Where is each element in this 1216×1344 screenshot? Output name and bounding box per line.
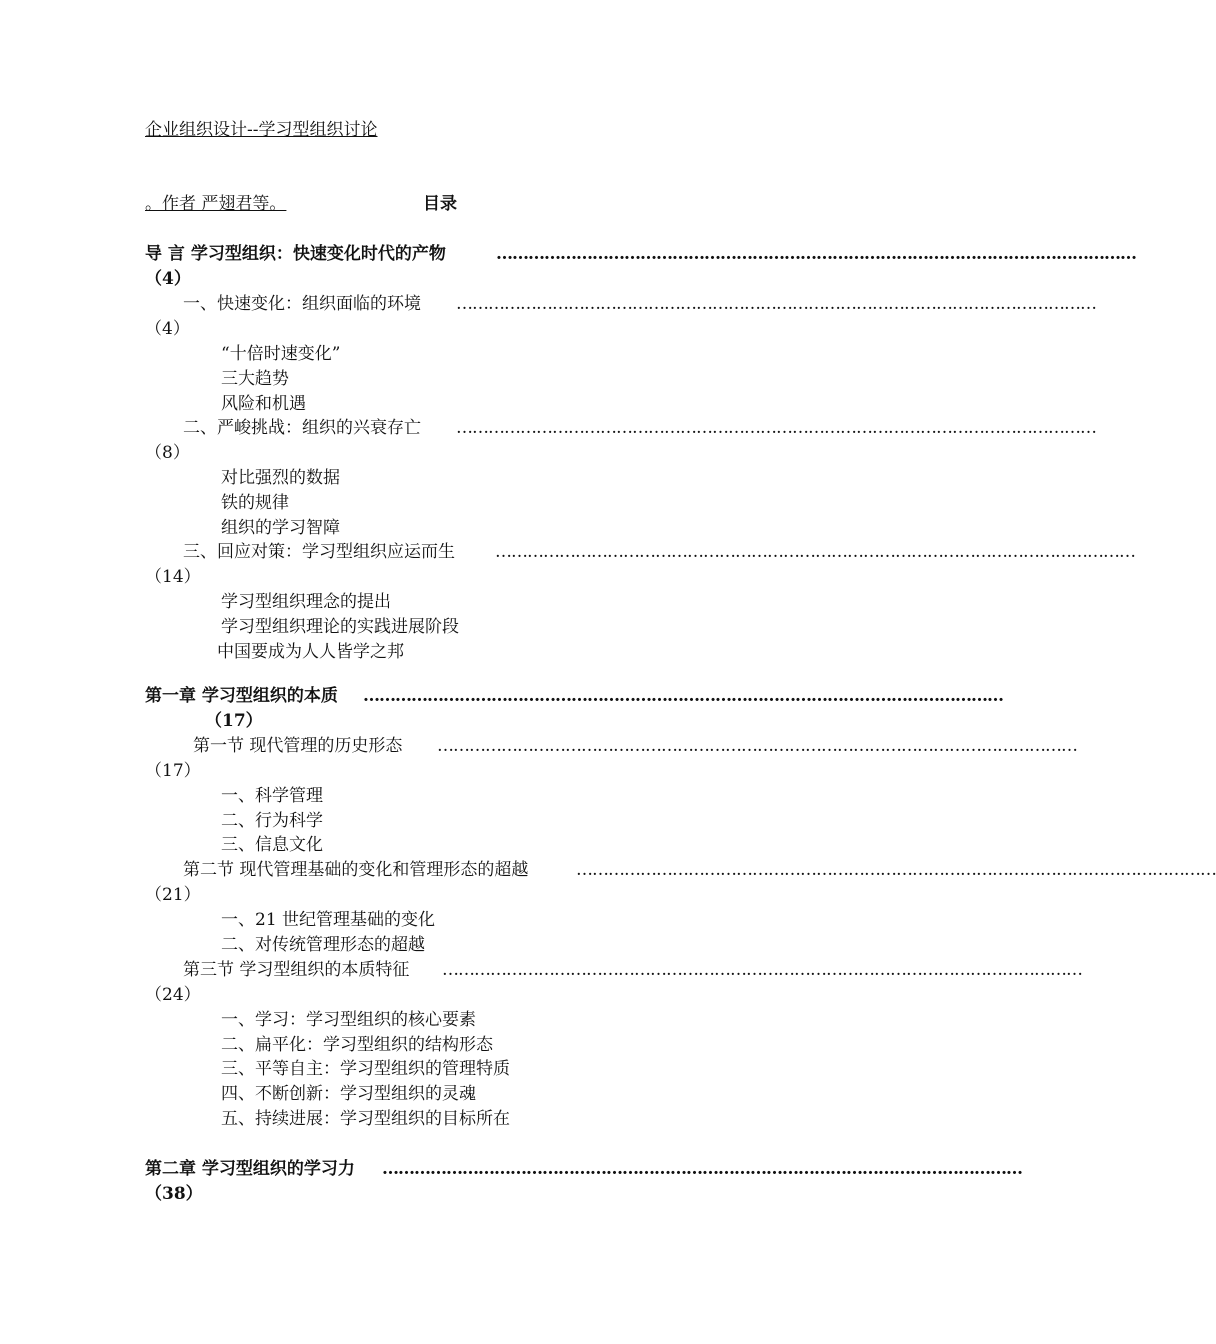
toc-section-title: 三、回应对策：学习型组织应运而生 <box>183 542 455 562</box>
toc-section-page: （17） <box>145 761 201 781</box>
toc-section-page: （21） <box>145 885 201 905</box>
toc-leader: ………………………………………………………………………………………………………… <box>437 736 1077 756</box>
toc-leader: ………………………………………………………………………………………………………… <box>382 1159 1022 1179</box>
toc-item: 学习型组织理念的提出 <box>221 592 391 612</box>
toc-item: 四、不断创新：学习型组织的灵魂 <box>221 1084 476 1104</box>
toc-section-title: 第二节 现代管理基础的变化和管理形态的超越 <box>183 860 529 880</box>
toc-item: 风险和机遇 <box>221 394 306 414</box>
toc-heading: 目录 <box>423 194 457 214</box>
toc-leader: ………………………………………………………………………………………………………… <box>576 860 1216 880</box>
toc-leader: ………………………………………………………………………………………………………… <box>442 960 1082 980</box>
toc-chapter-title: 第二章 学习型组织的学习力 <box>145 1159 355 1179</box>
toc-section-title: 第三节 学习型组织的本质特征 <box>183 960 410 980</box>
toc-item: “十倍时速变化” <box>221 344 341 364</box>
toc-item: 中国要成为人人皆学之邦 <box>217 642 404 662</box>
toc-chapter-title: 第一章 学习型组织的本质 <box>145 686 338 706</box>
toc-item: 五、持续进展：学习型组织的目标所在 <box>221 1109 510 1129</box>
toc-item: 组织的学习智障 <box>221 518 340 538</box>
toc-item: 二、对传统管理形态的超越 <box>221 935 425 955</box>
toc-item: 一、科学管理 <box>221 786 323 806</box>
toc-section-page: （14） <box>145 567 201 587</box>
toc-leader: ………………………………………………………………………………………………………… <box>496 244 1136 264</box>
toc-section-page: （8） <box>145 443 190 463</box>
toc-item: 三大趋势 <box>221 369 289 389</box>
toc-leader: ………………………………………………………………………………………………………… <box>363 686 1003 706</box>
toc-leader: ………………………………………………………………………………………………………… <box>456 418 1096 438</box>
toc-item: 铁的规律 <box>221 493 289 513</box>
toc-section-title: 二、严峻挑战：组织的兴衰存亡 <box>183 418 421 438</box>
toc-leader: ………………………………………………………………………………………………………… <box>495 542 1135 562</box>
toc-section-title: 第一节 现代管理的历史形态 <box>193 736 403 756</box>
toc-chapter-page: （17） <box>205 711 263 731</box>
toc-item: 二、行为科学 <box>221 811 323 831</box>
toc-section-page: （24） <box>145 985 201 1005</box>
toc-chapter-page: （38） <box>145 1184 203 1204</box>
toc-item: 三、信息文化 <box>221 835 323 855</box>
toc-item: 一、学习：学习型组织的核心要素 <box>221 1010 476 1030</box>
toc-section-title: 一、快速变化：组织面临的环境 <box>183 294 421 314</box>
toc-item: 二、扁平化：学习型组织的结构形态 <box>221 1035 493 1055</box>
document-title: 企业组织设计--学习型组织讨论 <box>145 120 378 140</box>
toc-leader: ………………………………………………………………………………………………………… <box>456 294 1096 314</box>
toc-item: 三、平等自主：学习型组织的管理特质 <box>221 1059 510 1079</box>
toc-intro-title: 导 言 学习型组织：快速变化时代的产物 <box>145 244 446 264</box>
author-line: 。作者 严翅君等。 <box>145 194 287 214</box>
toc-section-page: （4） <box>145 319 190 339</box>
toc-intro-page: （4） <box>145 269 191 289</box>
toc-item: 一、21 世纪管理基础的变化 <box>221 910 436 930</box>
toc-item: 学习型组织理论的实践进展阶段 <box>221 617 459 637</box>
toc-item: 对比强烈的数据 <box>221 468 340 488</box>
